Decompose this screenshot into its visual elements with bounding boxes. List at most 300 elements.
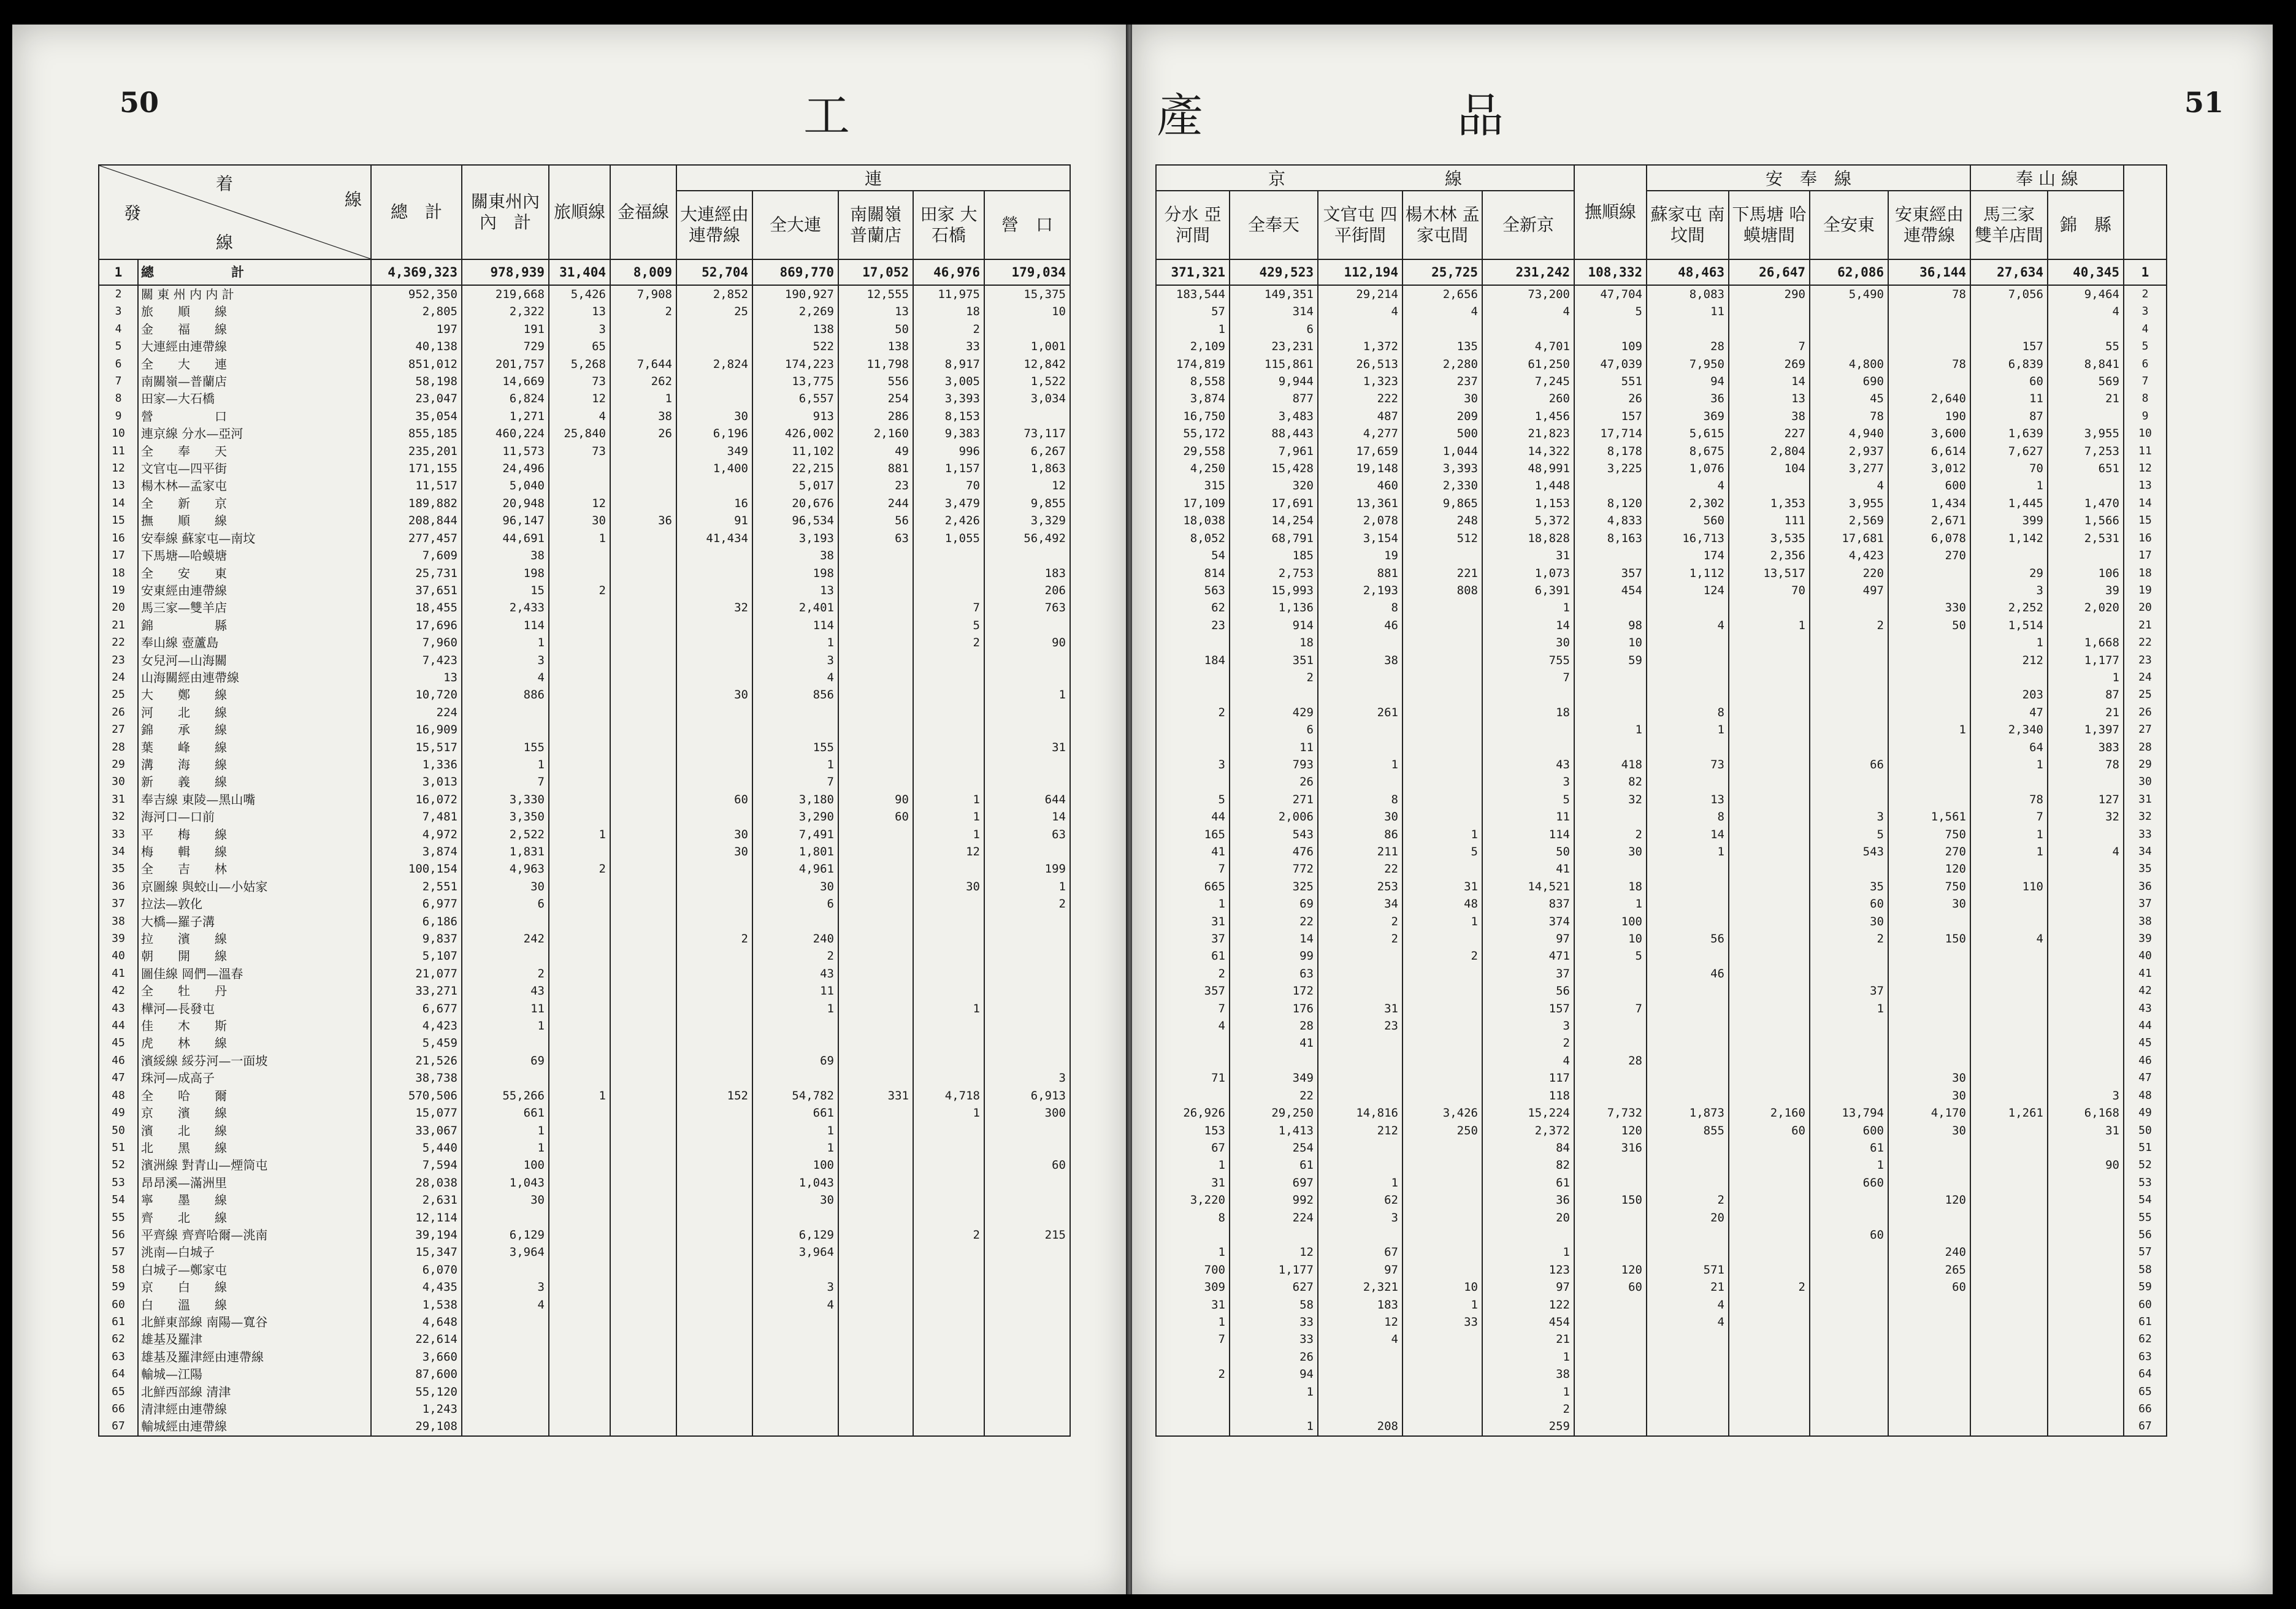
table-cell: 2 [752, 947, 838, 965]
table-cell: 2,551 [371, 878, 462, 895]
table-cell: 325 [1230, 878, 1318, 895]
table-cell: 5 [1574, 947, 1647, 965]
table-row [99, 965, 1070, 982]
table-cell: 4 [1647, 1296, 1729, 1313]
table-cell: 237 [1402, 373, 1482, 390]
table-cell: 18 [913, 303, 984, 320]
row-number: 34 [99, 843, 138, 860]
table-cell [2048, 1418, 2124, 1435]
table-row [99, 1052, 1070, 1069]
table-cell: 4 [2048, 303, 2124, 320]
table-cell [1970, 1296, 2048, 1313]
table-row [99, 259, 1070, 285]
table-cell: 203 [1970, 686, 2048, 703]
table-cell: 48,463 [1647, 259, 1729, 285]
row-number: 66 [2124, 1401, 2167, 1418]
table-cell: 33 [1402, 1313, 1482, 1331]
table-cell [838, 1418, 913, 1435]
table-cell: 68,791 [1230, 530, 1318, 547]
row-number-header [2124, 165, 2167, 259]
table-cell: 30 [676, 686, 752, 703]
table-cell: 1,561 [1888, 808, 1970, 825]
table-cell [1888, 965, 1970, 982]
table-cell: 11 [1230, 739, 1318, 756]
row-number: 46 [2124, 1052, 2167, 1069]
row-label: 圖佳線 岡們—溫春 [138, 965, 371, 982]
table-cell: 2,522 [462, 826, 549, 843]
table-cell: 15 [462, 582, 549, 599]
table-cell [549, 947, 610, 965]
table-cell [1810, 669, 1888, 686]
row-number: 61 [99, 1313, 138, 1331]
table-cell: 772 [1230, 860, 1318, 877]
table-cell: 5,440 [371, 1139, 462, 1156]
table-cell [1402, 1052, 1482, 1069]
table-cell [1729, 1244, 1810, 1261]
table-cell: 3,290 [752, 808, 838, 825]
table-cell [2048, 321, 2124, 338]
table-cell: 94 [1230, 1366, 1318, 1383]
table-row [99, 1156, 1070, 1174]
table-cell: 23 [1318, 1017, 1402, 1034]
table-cell: 1 [1888, 721, 1970, 738]
table-cell: 13,775 [752, 373, 838, 390]
table-row [1156, 1017, 2167, 1034]
table-cell [610, 1366, 676, 1383]
table-row [1156, 1069, 2167, 1087]
table-row [1156, 843, 2167, 860]
table-cell: 6 [752, 895, 838, 912]
table-cell: 4,423 [371, 1017, 462, 1034]
table-cell [1729, 634, 1810, 651]
table-cell: 35 [1810, 878, 1888, 895]
table-cell: 369 [1647, 408, 1729, 425]
row-label: 珠河—成高子 [138, 1069, 371, 1087]
table-cell: 157 [1482, 1000, 1574, 1017]
table-cell [913, 1191, 984, 1209]
table-cell [984, 1418, 1070, 1435]
table-row [1156, 686, 2167, 703]
table-cell [549, 773, 610, 790]
table-cell [1729, 826, 1810, 843]
table-cell [1402, 1209, 1482, 1226]
table-cell: 2 [1156, 965, 1230, 982]
table-cell [676, 547, 752, 564]
table-cell: 2 [1318, 913, 1402, 930]
table-cell: 62 [1156, 599, 1230, 616]
table-cell: 755 [1482, 652, 1574, 669]
column-header: 大連經由 連帶線 [676, 191, 752, 259]
table-cell: 6,839 [1970, 356, 2048, 373]
table-cell: 2 [676, 930, 752, 947]
row-number: 48 [99, 1087, 138, 1104]
table-cell [1810, 1034, 1888, 1052]
table-cell [676, 1104, 752, 1122]
table-cell [610, 1226, 676, 1244]
table-cell [1729, 1348, 1810, 1366]
table-cell: 1,142 [1970, 530, 2048, 547]
table-cell: 454 [1482, 1313, 1574, 1331]
table-cell: 3,874 [1156, 390, 1230, 407]
table-cell: 855 [1647, 1122, 1729, 1139]
table-cell [1574, 1244, 1647, 1261]
table-cell [1970, 1000, 2048, 1017]
table-cell [1729, 1383, 1810, 1401]
table-cell: 112,194 [1318, 259, 1402, 285]
table-cell: 2,356 [1729, 547, 1810, 564]
table-cell [2048, 1296, 2124, 1313]
table-cell: 3,013 [371, 773, 462, 790]
table-cell: 2 [549, 582, 610, 599]
table-row [99, 1278, 1070, 1296]
table-cell: 6,824 [462, 390, 549, 407]
table-cell: 16,909 [371, 721, 462, 738]
table-cell: 1 [1402, 1296, 1482, 1313]
table-cell: 1 [1970, 756, 2048, 773]
table-cell: 73,117 [984, 425, 1070, 442]
table-row [99, 1331, 1070, 1348]
table-cell [1647, 652, 1729, 669]
row-number: 21 [99, 617, 138, 634]
table-cell [1647, 913, 1729, 930]
table-cell: 1 [1230, 1383, 1318, 1401]
table-row [99, 408, 1070, 425]
table-cell: 60 [1810, 895, 1888, 912]
table-cell: 4,250 [1156, 460, 1230, 477]
table-cell [1647, 1069, 1729, 1087]
table-cell: 4,963 [462, 860, 549, 877]
table-cell: 1,566 [2048, 512, 2124, 529]
table-cell [462, 1348, 549, 1366]
table-cell [549, 878, 610, 895]
table-cell [1729, 1034, 1810, 1052]
table-cell [1402, 739, 1482, 756]
table-cell [1810, 1069, 1888, 1087]
table-cell: 198 [752, 565, 838, 582]
table-cell: 33 [913, 338, 984, 355]
table-cell [913, 565, 984, 582]
table-cell: 242 [462, 930, 549, 947]
table-cell: 32 [676, 599, 752, 616]
table-cell: 33 [1230, 1331, 1318, 1348]
table-cell: 7,491 [752, 826, 838, 843]
row-number: 32 [99, 808, 138, 825]
table-cell [610, 338, 676, 355]
table-cell: 115,861 [1230, 356, 1318, 373]
table-cell: 3,483 [1230, 408, 1318, 425]
table-cell [913, 1261, 984, 1278]
table-row [99, 1313, 1070, 1331]
table-cell: 7 [1156, 860, 1230, 877]
table-cell: 270 [1888, 547, 1970, 564]
table-cell: 231,242 [1482, 259, 1574, 285]
table-cell [462, 721, 549, 738]
table-cell [1810, 773, 1888, 790]
table-cell [610, 895, 676, 912]
table-row [99, 1191, 1070, 1209]
table-cell: 1,055 [913, 530, 984, 547]
table-cell [752, 1383, 838, 1401]
table-cell: 3,955 [1810, 495, 1888, 512]
table-cell: 41,434 [676, 530, 752, 547]
row-number: 24 [99, 669, 138, 686]
table-cell: 6,913 [984, 1087, 1070, 1104]
table-cell [1970, 965, 2048, 982]
table-cell: 87,600 [371, 1366, 462, 1383]
table-cell: 6,186 [371, 913, 462, 930]
table-cell [1318, 1348, 1402, 1366]
table-cell [676, 1383, 752, 1401]
table-cell [1970, 1261, 2048, 1278]
table-cell: 7,950 [1647, 356, 1729, 373]
table-cell: 750 [1888, 878, 1970, 895]
table-cell [610, 826, 676, 843]
table-cell: 118 [1482, 1087, 1574, 1104]
table-cell: 55,120 [371, 1383, 462, 1401]
table-cell [1574, 321, 1647, 338]
table-cell: 651 [2048, 460, 2124, 477]
row-number: 37 [99, 895, 138, 912]
table-cell: 14,521 [1482, 878, 1574, 895]
table-cell [838, 1191, 913, 1209]
row-label: 濱綏線 綏芬河—一面坡 [138, 1052, 371, 1069]
table-row [99, 1104, 1070, 1122]
table-cell: 18 [1230, 634, 1318, 651]
table-cell [2048, 1209, 2124, 1226]
table-cell: 36,144 [1888, 259, 1970, 285]
table-cell [676, 808, 752, 825]
table-cell [549, 756, 610, 773]
row-label: 朝 開 線 [138, 947, 371, 965]
table-cell: 48 [1402, 895, 1482, 912]
table-cell: 1 [752, 1122, 838, 1139]
table-cell [1810, 965, 1888, 982]
table-cell: 5 [1156, 791, 1230, 808]
group-label-part: 京 [1268, 169, 1285, 189]
table-cell [610, 947, 676, 965]
table-cell [676, 721, 752, 738]
table-cell: 7 [1574, 1000, 1647, 1017]
table-cell [913, 895, 984, 912]
table-cell: 7,423 [371, 652, 462, 669]
table-cell [1970, 1052, 2048, 1069]
table-cell [1482, 739, 1574, 756]
table-cell [1729, 1209, 1810, 1226]
table-cell: 1 [752, 756, 838, 773]
row-label: 大 鄭 線 [138, 686, 371, 703]
table-cell [676, 1418, 752, 1435]
table-cell: 2 [549, 860, 610, 877]
row-number: 67 [99, 1418, 138, 1435]
table-cell [913, 1209, 984, 1226]
table-cell [752, 1401, 838, 1418]
row-number: 42 [2124, 982, 2167, 999]
table-cell: 3,330 [462, 791, 549, 808]
table-cell [1888, 1401, 1970, 1418]
table-cell [1574, 1401, 1647, 1418]
table-cell: 60 [1574, 1278, 1647, 1296]
table-row [1156, 530, 2167, 547]
table-cell [1729, 1331, 1810, 1348]
row-number: 14 [2124, 495, 2167, 512]
row-number: 35 [2124, 860, 2167, 877]
table-cell [752, 913, 838, 930]
row-number: 32 [2124, 808, 2167, 825]
table-cell: 13 [752, 582, 838, 599]
table-cell: 30 [462, 1191, 549, 1209]
table-cell: 60 [1970, 373, 2048, 390]
row-number: 26 [99, 704, 138, 721]
table-cell [549, 1156, 610, 1174]
table-cell [1729, 1000, 1810, 1017]
row-label: 安東經由連帶線 [138, 582, 371, 599]
table-row [99, 285, 1070, 303]
table-row [1156, 860, 2167, 877]
table-cell: 127 [2048, 791, 2124, 808]
table-cell: 3,012 [1888, 460, 1970, 477]
table-cell: 6,070 [371, 1261, 462, 1278]
table-cell: 12,555 [838, 285, 913, 303]
table-cell: 9,865 [1402, 495, 1482, 512]
table-cell: 25,840 [549, 425, 610, 442]
table-cell: 2 [1810, 930, 1888, 947]
table-cell [1402, 965, 1482, 982]
table-cell [913, 1418, 984, 1435]
table-cell: 6,267 [984, 443, 1070, 460]
table-cell [1230, 1401, 1318, 1418]
table-cell [2048, 860, 2124, 877]
table-cell [752, 704, 838, 721]
table-cell: 992 [1230, 1191, 1318, 1209]
table-cell: 4 [752, 1296, 838, 1313]
table-cell: 14,669 [462, 373, 549, 390]
table-cell [676, 617, 752, 634]
table-cell: 1 [752, 1000, 838, 1017]
table-cell: 22 [1230, 913, 1318, 930]
row-number: 27 [2124, 721, 2167, 738]
table-cell [1647, 1087, 1729, 1104]
table-cell: 2,302 [1647, 495, 1729, 512]
table-cell [676, 1348, 752, 1366]
row-number: 33 [2124, 826, 2167, 843]
table-cell [1888, 1017, 1970, 1034]
table-cell: 7,594 [371, 1156, 462, 1174]
table-cell [1810, 1191, 1888, 1209]
table-row [1156, 669, 2167, 686]
table-cell [1729, 1191, 1810, 1209]
table-row [1156, 1209, 2167, 1226]
table-cell: 60 [1810, 1226, 1888, 1244]
table-cell [462, 1331, 549, 1348]
table-cell [752, 1418, 838, 1435]
table-cell [1970, 1244, 2048, 1261]
table-cell: 476 [1230, 843, 1318, 860]
row-number: 33 [99, 826, 138, 843]
table-cell: 729 [462, 338, 549, 355]
table-cell [1888, 634, 1970, 651]
table-cell [1810, 860, 1888, 877]
table-cell [984, 1000, 1070, 1017]
table-cell [913, 652, 984, 669]
table-cell [838, 1069, 913, 1087]
row-number: 65 [2124, 1383, 2167, 1401]
table-cell: 351 [1230, 652, 1318, 669]
table-cell [1810, 634, 1888, 651]
table-cell [913, 1069, 984, 1087]
table-row [99, 477, 1070, 494]
table-cell [1647, 1348, 1729, 1366]
row-number: 45 [99, 1034, 138, 1052]
row-label: 寧 墨 線 [138, 1191, 371, 1209]
table-cell: 120 [1888, 860, 1970, 877]
table-cell [676, 756, 752, 773]
table-cell: 8,558 [1156, 373, 1230, 390]
table-cell: 38 [1729, 408, 1810, 425]
table-cell: 22,215 [752, 460, 838, 477]
row-number: 15 [2124, 512, 2167, 529]
table-cell: 11 [1482, 808, 1574, 825]
table-cell: 4,961 [752, 860, 838, 877]
table-cell: 117 [1482, 1069, 1574, 1087]
table-cell: 73 [549, 443, 610, 460]
row-number: 19 [2124, 582, 2167, 599]
table-cell: 1 [1647, 843, 1729, 860]
row-number: 60 [2124, 1296, 2167, 1313]
table-cell [2048, 1069, 2124, 1087]
table-cell: 7 [1156, 1000, 1230, 1017]
table-row [1156, 652, 2167, 669]
table-cell [913, 1122, 984, 1139]
table-cell: 49 [838, 443, 913, 460]
table-cell: 153 [1156, 1122, 1230, 1139]
column-header: 全安東 [1810, 191, 1888, 259]
table-row [1156, 895, 2167, 912]
table-cell [1402, 1401, 1482, 1418]
table-cell [610, 686, 676, 703]
table-cell: 14 [1729, 373, 1810, 390]
table-cell [549, 1348, 610, 1366]
table-cell: 500 [1402, 425, 1482, 442]
table-cell: 7,609 [371, 547, 462, 564]
table-cell [984, 1017, 1070, 1034]
row-number: 53 [99, 1174, 138, 1191]
row-number: 51 [2124, 1139, 2167, 1156]
table-cell [676, 1034, 752, 1052]
table-cell [1810, 1244, 1888, 1261]
table-cell: 10 [1574, 930, 1647, 947]
table-cell [838, 913, 913, 930]
table-cell: 20,948 [462, 495, 549, 512]
left-page-number: 50 [120, 86, 159, 119]
table-cell [1318, 1052, 1402, 1069]
table-cell: 543 [1810, 843, 1888, 860]
table-cell [676, 1000, 752, 1017]
table-cell: 487 [1318, 408, 1402, 425]
table-cell [1647, 739, 1729, 756]
table-cell: 4,940 [1810, 425, 1888, 442]
table-cell [838, 930, 913, 947]
table-cell [549, 686, 610, 703]
row-number: 26 [2124, 704, 2167, 721]
table-cell [610, 808, 676, 825]
table-cell: 1,514 [1970, 617, 2048, 634]
table-cell [838, 739, 913, 756]
table-cell: 21,823 [1482, 425, 1574, 442]
table-cell: 4 [1810, 477, 1888, 494]
row-number: 1 [99, 259, 138, 285]
table-cell [838, 982, 913, 999]
table-cell [838, 704, 913, 721]
